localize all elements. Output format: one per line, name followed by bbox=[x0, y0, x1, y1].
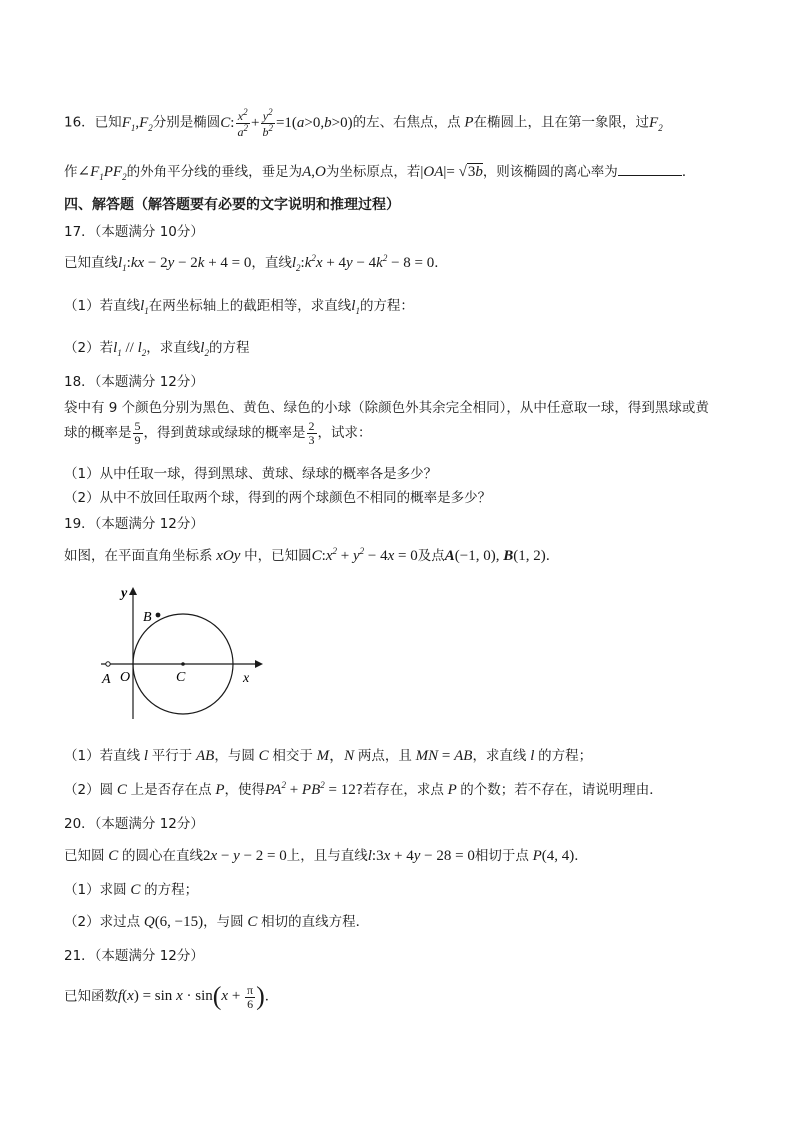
q19-text: 的方程； bbox=[538, 748, 593, 764]
q16-text: ． bbox=[681, 164, 696, 180]
q20-text: 的圆心在直线 bbox=[122, 848, 204, 864]
q20-part2 bbox=[64, 910, 369, 931]
math: $l_2$ bbox=[200, 340, 209, 358]
q20-stem bbox=[64, 844, 588, 865]
fraction-5-9: $\frac{5}{9}$ bbox=[134, 419, 141, 447]
point-a bbox=[106, 662, 110, 666]
q19-text: 相交于 bbox=[272, 748, 313, 764]
q17-text: ，直线 bbox=[251, 255, 292, 271]
q20-text: 相切于点 bbox=[474, 848, 529, 864]
math: C bbox=[254, 748, 273, 764]
q19-stem bbox=[64, 544, 559, 565]
q19-text: ，与圆 bbox=[214, 748, 255, 764]
fraction-2-3: $\frac{2}{3}$ bbox=[308, 419, 315, 447]
q17-text: 已知直线 bbox=[64, 255, 118, 271]
q19-text: ，使得 bbox=[224, 782, 266, 798]
math: l bbox=[140, 748, 152, 764]
q16-line-2 bbox=[64, 160, 695, 182]
q19-text: 及点 bbox=[417, 548, 445, 564]
math-line-l: l:3x + 4y − 28 = 0 bbox=[367, 848, 475, 864]
math: C bbox=[113, 782, 131, 798]
q16-text: 分别是椭圆 bbox=[152, 114, 221, 131]
math: C bbox=[104, 848, 123, 864]
math-ellipse-equation: C: $\frac{x^2}{a^2}$ + $\frac{y^2}{b^2}$ =1(a>0,b>0) bbox=[220, 107, 353, 139]
q21-text: ． bbox=[264, 988, 279, 1005]
q20-text: 已知圆 bbox=[64, 848, 105, 864]
q19-text: ，求直线 bbox=[472, 748, 527, 764]
q16-text: 的左、右焦点，点 bbox=[352, 114, 461, 131]
x-axis-arrow bbox=[255, 660, 263, 668]
q17-text: 的方程 bbox=[208, 340, 250, 356]
math-circle-equation: $C:x^2 + y^2 - 4x = 0$ bbox=[311, 546, 418, 564]
q17-part2 bbox=[64, 336, 249, 358]
label-x: x bbox=[243, 671, 250, 686]
q17-text: （2）若 bbox=[64, 340, 114, 356]
math-angle: $\angle F_1PF_2$ bbox=[77, 164, 127, 182]
math-point: P(4, 4) bbox=[528, 848, 575, 864]
q16-text: 的外角平分线的垂线，垂足为 bbox=[126, 164, 303, 180]
math: $l_1$ bbox=[351, 298, 360, 316]
math: MN = AB bbox=[411, 748, 473, 764]
math: xOy bbox=[212, 548, 245, 564]
q17-text: 在两坐标轴上的截距相等，求直线 bbox=[148, 298, 352, 314]
label-c: C bbox=[176, 670, 186, 685]
q20-part1 bbox=[64, 878, 198, 899]
math: P bbox=[460, 114, 474, 131]
q18-header: 18．（本题满分 12分） bbox=[64, 374, 204, 390]
math: $F_2$ bbox=[649, 114, 663, 133]
math: |OA|= √3b bbox=[420, 164, 483, 180]
math: C bbox=[126, 882, 145, 898]
q17-text: ，求直线 bbox=[146, 340, 201, 356]
q17-text: （1）若直线 bbox=[64, 298, 141, 314]
q17-part1 bbox=[64, 294, 414, 316]
point-c bbox=[181, 662, 185, 666]
q18-stem-1: 袋中有 9 个颜色分别为黑色、黄色、绿色的小球（除颜色外其余完全相同），从中任意取一球，得到黑球或黄 bbox=[64, 400, 709, 416]
q19-text: 两点，且 bbox=[357, 748, 412, 764]
label-b: B bbox=[143, 610, 152, 625]
q17-header: 17．（本题满分 10分） bbox=[64, 224, 204, 240]
math: $F_1,F_2$ bbox=[121, 114, 153, 133]
q21-text: 已知函数 bbox=[64, 988, 118, 1005]
q16-text: 作 bbox=[64, 164, 78, 180]
q19-text: 平行于 bbox=[151, 748, 193, 764]
q20-header: 20．（本题满分 12分） bbox=[64, 816, 204, 832]
q18-text: 球的概率是 bbox=[64, 425, 132, 442]
q20-text: 的方程； bbox=[144, 882, 199, 898]
math: M，N bbox=[312, 748, 358, 764]
q17-stem bbox=[64, 251, 448, 273]
q19-text: 中，已知圆 bbox=[244, 548, 312, 564]
q16-text: 为坐标原点，若 bbox=[325, 164, 421, 180]
q21-header: 21．（本题满分 12分） bbox=[64, 948, 204, 964]
q19-text: 如图，在平面直角坐标系 bbox=[64, 548, 213, 564]
q20-text: ，与圆 bbox=[203, 914, 244, 930]
q19-text: （1）若直线 bbox=[64, 748, 141, 764]
math: $l_1 // l_2$ bbox=[113, 340, 147, 358]
math-points: A(−1, 0), B(1, 2) bbox=[444, 548, 546, 564]
q18-part1: （1）从中任取一球，得到黑球、黄球、绿球的概率各是多少？ bbox=[64, 466, 438, 482]
math: AB bbox=[192, 748, 215, 764]
math-line-l1: $l_1:kx - 2y - 2k + 4 = 0$ bbox=[118, 255, 252, 273]
math: l bbox=[526, 748, 539, 764]
math: A,O bbox=[302, 164, 326, 180]
math: P bbox=[211, 782, 225, 798]
q16-line-1 bbox=[64, 108, 663, 138]
q18-part2: （2）从中不放回任取两个球，得到的两个球颜色不相同的概率是多少？ bbox=[64, 490, 492, 506]
q19-text: ?若存在，求点 bbox=[355, 782, 444, 798]
math: C bbox=[243, 914, 262, 930]
math-line-l2: $l_2:k^2x + 4y - 4k^2 - 8 = 0$ bbox=[291, 253, 435, 273]
y-axis-arrow bbox=[129, 587, 137, 595]
q17-text: 的方程： bbox=[359, 298, 414, 314]
q20-text: 上，且与直线 bbox=[286, 848, 368, 864]
q16-text: ，则该椭圆的离心率为 bbox=[482, 164, 618, 180]
q20-text: （1）求圆 bbox=[64, 882, 127, 898]
q16-text: 在椭圆上，且在第一象限，过 bbox=[473, 114, 650, 131]
q18-stem-2 bbox=[64, 420, 372, 446]
q16-text: 16．已知 bbox=[64, 114, 122, 131]
q20-text: （2）求过点 bbox=[64, 914, 141, 930]
q18-text: ，试求： bbox=[317, 425, 372, 442]
math: P bbox=[443, 782, 461, 798]
q19-text: （2）圆 bbox=[64, 782, 114, 798]
q20-text: 相切的直线方程． bbox=[261, 914, 370, 930]
math: $l_1$ bbox=[140, 298, 149, 316]
q18-text: ，得到黄球或绿球的概率是 bbox=[143, 425, 306, 442]
q19-text: 的个数；若不存在，请说明理由． bbox=[460, 782, 663, 798]
q19-text: 上是否存在点 bbox=[130, 782, 212, 798]
label-a: A bbox=[102, 672, 111, 687]
math-function: f(x) = sin x · sin(x + $\frac{\pi}{6}$ ) bbox=[118, 982, 265, 1011]
math-line: 2x − y − 2 = 0 bbox=[203, 848, 287, 864]
q21-stem bbox=[64, 982, 278, 1012]
math-point: Q(6, −15) bbox=[140, 914, 204, 930]
q19-part1 bbox=[64, 744, 592, 765]
section-title: 四、解答题（解答题要有必要的文字说明和推理过程） bbox=[64, 197, 400, 213]
q19-text: ． bbox=[545, 548, 560, 564]
math-equation: $PA^2 + PB^2 = 12$ bbox=[265, 780, 356, 798]
q19-header: 19．（本题满分 12分） bbox=[64, 516, 204, 532]
point-b bbox=[156, 613, 161, 618]
label-y: y bbox=[121, 586, 128, 601]
q20-text: ． bbox=[574, 848, 588, 864]
q17-text: ． bbox=[434, 255, 448, 271]
label-o: O bbox=[120, 670, 131, 685]
circle-figure bbox=[95, 583, 265, 719]
answer-blank[interactable] bbox=[618, 163, 682, 176]
q19-part2 bbox=[64, 778, 663, 799]
